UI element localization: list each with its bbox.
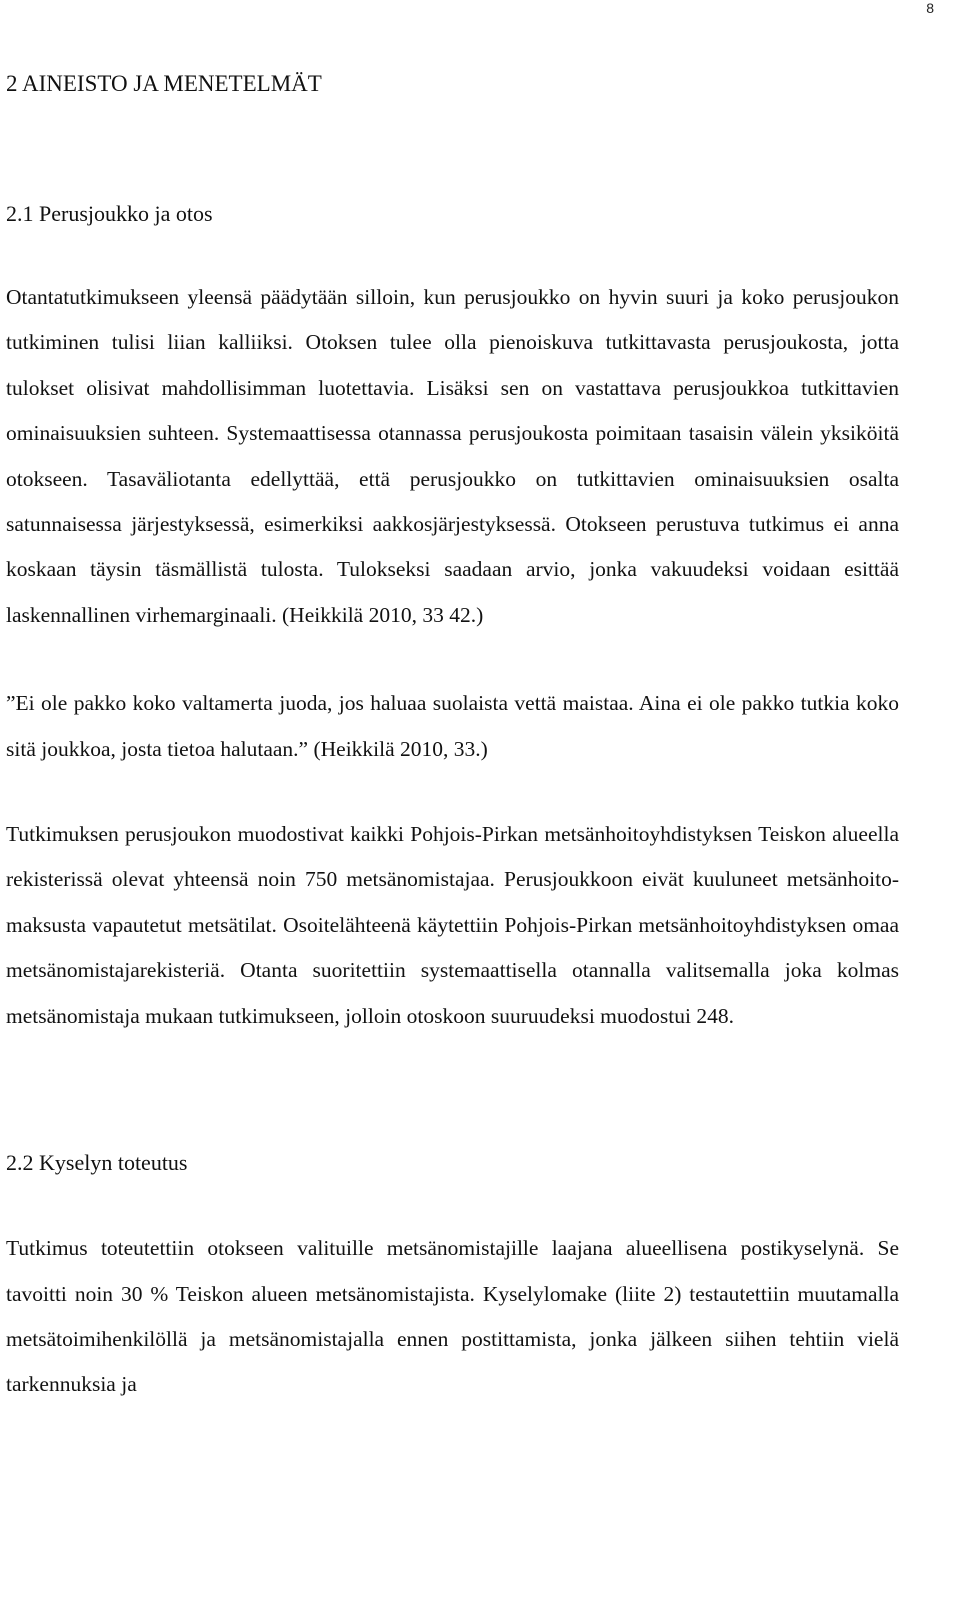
chapter-title: 2 AINEISTO JA MENETELMÄT: [6, 71, 322, 96]
section-title-2-1: 2.1 Perusjoukko ja otos: [6, 201, 213, 226]
paragraph-sampling: Otantatutkimukseen yleensä päädytään silloin, kun perusjoukko on hyvin suuri ja koko perusjoukon tutkiminen tulisi liian kalliiksi. Otoksen tulee olla pienoiskuva tutkittavasta perusjoukosta, jotta tulokset olisivat mahdollisimman luotettavia. Lisäksi sen on vastattava perusjoukkoa tutkittavien ominaisuuksien suhteen. Systemaattisessa otannassa perusjoukosta poimitaan tasaisin välein yksiköitä otokseen. Tasaväliotanta edellyttää, että perusjoukko on tutkittavien ominaisuuksien osalta satunnaisessa järjestyksessä, esimerkiksi aakkosjärjestyksessä. Otokseen perustuva tutkimus ei anna koskaan täysin täsmällistä tulosta. Tulokseksi saadaan arvio, jonka vakuudeksi voidaan esittää laskennallinen virhemarginaali. (Heikkilä 2010, 33 42.): [6, 285, 899, 627]
document-body: [6, 66, 899, 1408]
section-title-2-2: 2.2 Kyselyn toteutus: [6, 1150, 188, 1176]
page-number: 8: [926, 0, 934, 16]
paragraph-survey: Tutkimus toteutettiin otokseen valituille metsänomistajille laajana alueellisena postikyselynä. Se tavoitti noin 30 % Teiskon alueen metsänomistajista. Kyselylomake (liite 2) testautettiin muutamalla metsätoimihenkilöllä ja metsänomistajalla ennen postittamista, jonka jälkeen siihen tehtiin vielä tarkennuksia ja: [6, 1236, 899, 1397]
paragraph-population: Tutkimuksen perusjoukon muodostivat kaikki Pohjois-Pirkan metsänhoitoyhdistyksen Teiskon alueella rekisterissä olevat yhteensä noin 750 metsänomistajaa. Perusjoukkoon eivät kuuluneet metsänhoito-maksusta vapautetut metsätilat. Osoitelähteenä käytettiin Pohjois-Pirkan metsänhoitoyhdistyksen omaa metsänomistajarekisteriä. Otanta suoritettiin systemaattisella otannalla valitsemalla joka kolmas metsänomistaja mukaan tutkimukseen, jolloin otoskoon suuruudeksi muodostui 248.: [6, 822, 899, 1028]
paragraph-quote: ”Ei ole pakko koko valtamerta juoda, jos haluaa suolaista vettä maistaa. Aina ei ole pakko tutkia koko sitä joukkoa, josta tietoa halutaan.” (Heikkilä 2010, 33.): [6, 691, 899, 761]
